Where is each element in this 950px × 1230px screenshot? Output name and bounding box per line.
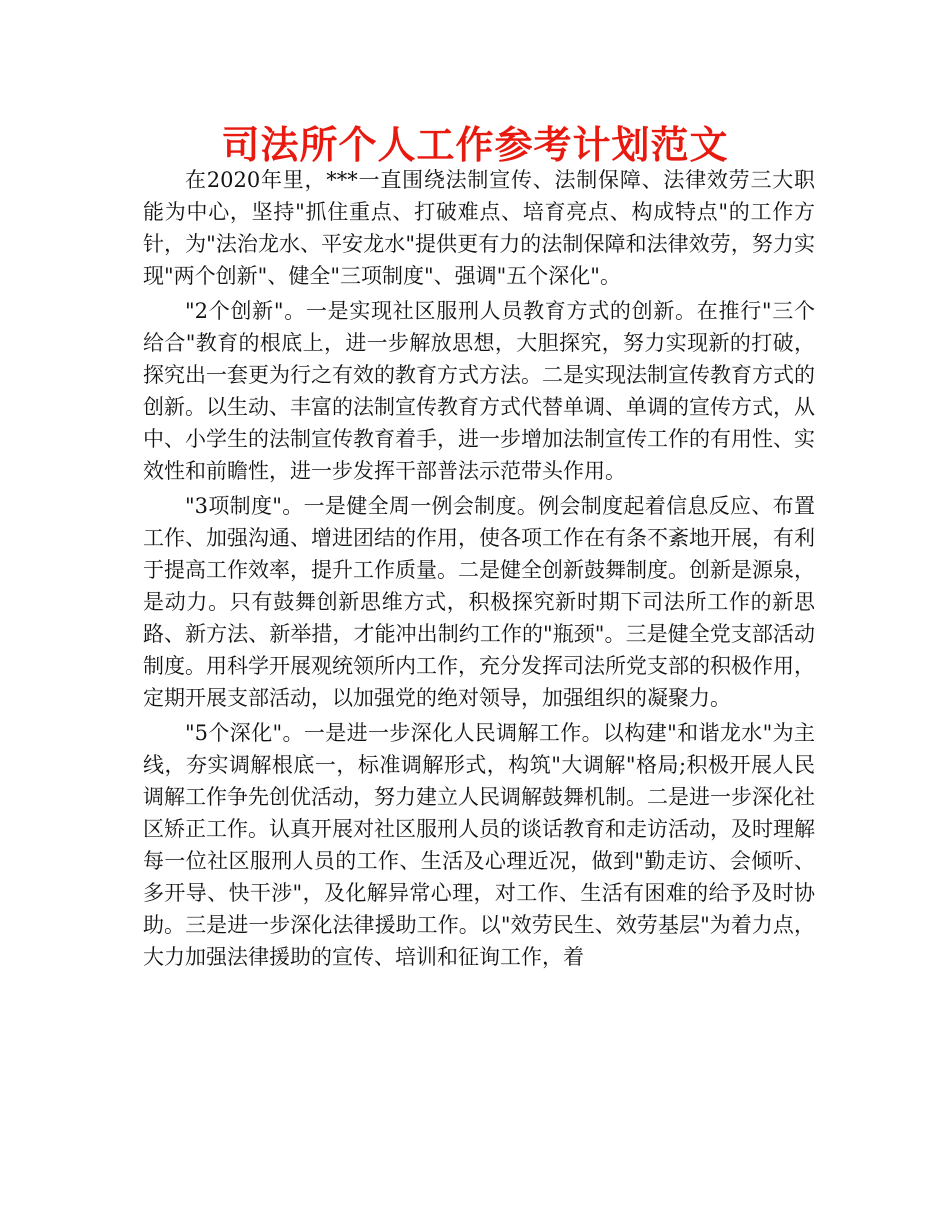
document-title: 司法所个人工作参考计划范文 [221, 123, 729, 167]
paragraph-five-deepenings: "5个深化"。一是进一步深化人民调解工作。以构建"和谐龙水"为主线，夯实调解根底一，标准调解形式，构筑"大调解"格局;积极开展人民调解工作争先创优活动，努力建立人民调解鼓舞机制。二是进一步深化社区矫正工作。认真开展对社区服刑人员的谈话教育和走访活动，及时理解每一位社区服刑人员的工作、生活及心理近况，做到"勤走访、会倾听、多开导、快干涉"，及化解异常心理，对工作、生活有困难的给予及时协助。三是进一步深化法律援助工作。以"效劳民生、效劳基层"为着力点，大力加强法律援助的宣传、培训和征询工作，着 [143, 721, 815, 969]
paragraph-three-systems: "3项制度"。一是健全周一例会制度。例会制度起着信息反应、布置工作、加强沟通、增进团结的作用，使各项工作在有条不紊地开展，有利于提高工作效率，提升工作质量。二是健全创新鼓舞制度。创新是源泉，是动力。只有鼓舞创新思维方式，积极探究新时期下司法所工作的新思路、新方法、新举措，才能冲出制约工作的"瓶颈"。三是健全党支部活动制度。用科学开展观统领所内工作，充分发挥司法所党支部的积极作用，定期开展支部活动，以加强党的绝对领导，加强组织的凝聚力。 [143, 494, 815, 710]
paragraph-intro: 在2020年里，***一直围绕法制宣传、法制保障、法律效劳三大职能为中心，坚持"抓住重点、打破难点、培育亮点、构成特点"的工作方针，为"法治龙水、平安龙水"提供更有力的法制保障和法律效劳，努力实现"两个创新"、健全"三项制度"、强调"五个深化"。 [143, 168, 815, 288]
paragraph-two-innovations: "2个创新"。一是实现社区服刑人员教育方式的创新。在推行"三个给合"教育的根底上，进一步解放思想，大胆探究，努力实现新的打破，探究出一套更为行之有效的教育方式方法。二是实现法制宣传教育方式的创新。以生动、丰富的法制宣传教育方式代替单调、单调的宣传方式，从中、小学生的法制宣传教育着手，进一步增加法制宣传工作的有用性、实效性和前瞻性，进一步发挥干部普法示范带头作用。 [143, 299, 815, 483]
document-body [143, 164, 815, 976]
